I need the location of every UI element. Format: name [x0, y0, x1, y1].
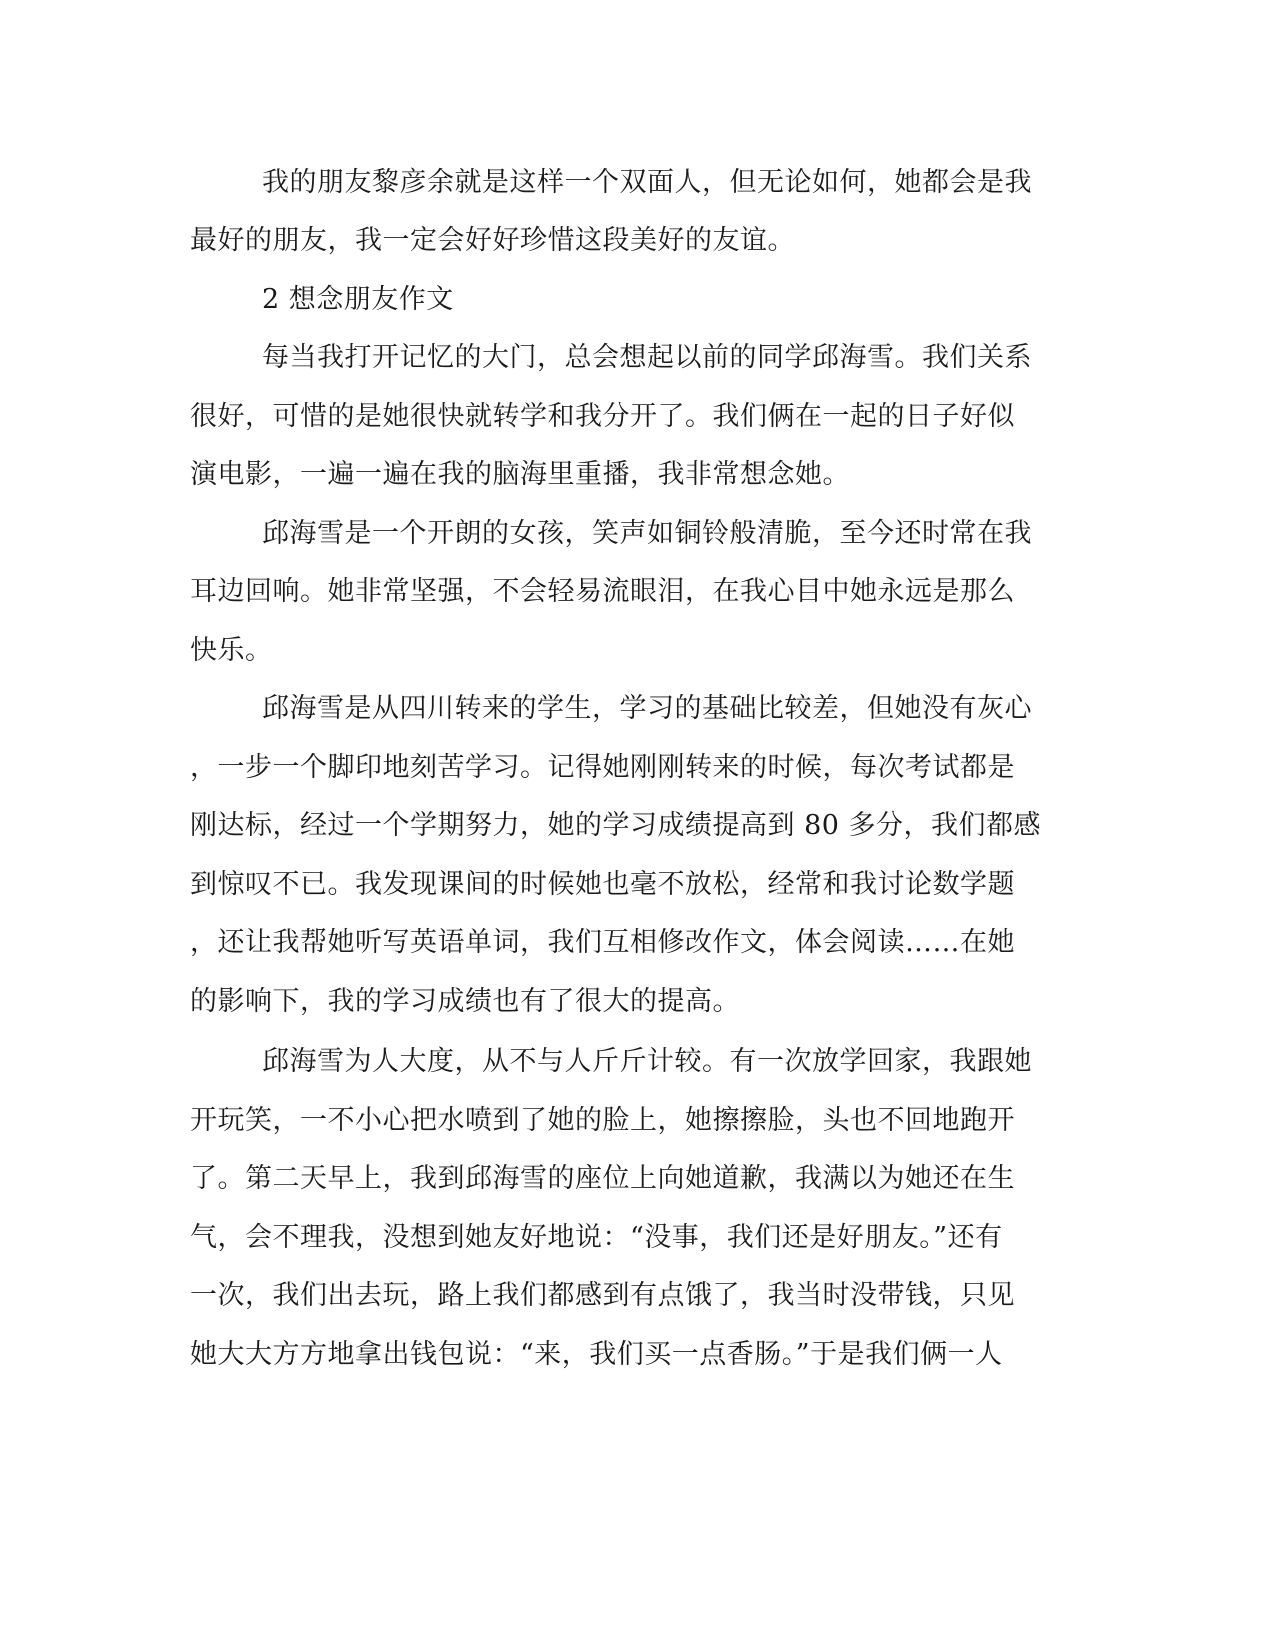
paragraph-line: 每当我打开记忆的大门，总会想起以前的同学邱海雪。我们关系 — [262, 342, 1032, 373]
paragraph-line: 刚达标，经过一个学期努力，她的学习成绩提高到 80 多分，我们都感 — [190, 810, 1042, 841]
section-heading: 2 想念朋友作文 — [262, 284, 454, 315]
paragraph-line: 邱海雪是一个开朗的女孩，笑声如铜铃般清脆，至今还时常在我 — [262, 518, 1032, 549]
paragraph-line: 我的朋友黎彦余就是这样一个双面人，但无论如何，她都会是我 — [262, 167, 1032, 198]
paragraph-line: 快乐。 — [190, 635, 273, 666]
paragraph-line: 最好的朋友，我一定会好好珍惜这段美好的友谊。 — [190, 225, 795, 256]
paragraph-line: 邱海雪为人大度，从不与人斤斤计较。有一次放学回家，我跟她 — [262, 1046, 1032, 1077]
paragraph-line: 她大大方方地拿出钱包说：“来，我们买一点香肠。”于是我们俩一人 — [190, 1339, 1003, 1370]
paragraph-line: 一次，我们出去玩，路上我们都感到有点饿了，我当时没带钱，只见 — [190, 1280, 1015, 1311]
paragraph-line: ，还让我帮她听写英语单词，我们互相修改作文，体会阅读……在她 — [190, 927, 1015, 958]
paragraph-line: 的影响下，我的学习成绩也有了很大的提高。 — [190, 986, 740, 1017]
paragraph-line: 演电影，一遍一遍在我的脑海里重播，我非常想念她。 — [190, 459, 850, 490]
paragraph-line: 开玩笑，一不小心把水喷到了她的脸上，她擦擦脸，头也不回地跑开 — [190, 1105, 1015, 1136]
paragraph-line: 气，会不理我，没想到她友好地说：“没事，我们还是好朋友。”还有 — [190, 1222, 1003, 1253]
paragraph-line: 耳边回响。她非常坚强，不会轻易流眼泪，在我心目中她永远是那么 — [190, 576, 1015, 607]
paragraph-line: 到惊叹不已。我发现课间的时候她也毫不放松，经常和我讨论数学题 — [190, 869, 1015, 900]
paragraph-line: 邱海雪是从四川转来的学生，学习的基础比较差，但她没有灰心 — [262, 693, 1032, 724]
paragraph-line: ，一步一个脚印地刻苦学习。记得她刚刚转来的时候，每次考试都是 — [190, 752, 1015, 783]
paragraph-line: 很好，可惜的是她很快就转学和我分开了。我们俩在一起的日子好似 — [190, 401, 1015, 432]
paragraph-line: 了。第二天早上，我到邱海雪的座位上向她道歉，我满以为她还在生 — [190, 1163, 1015, 1194]
